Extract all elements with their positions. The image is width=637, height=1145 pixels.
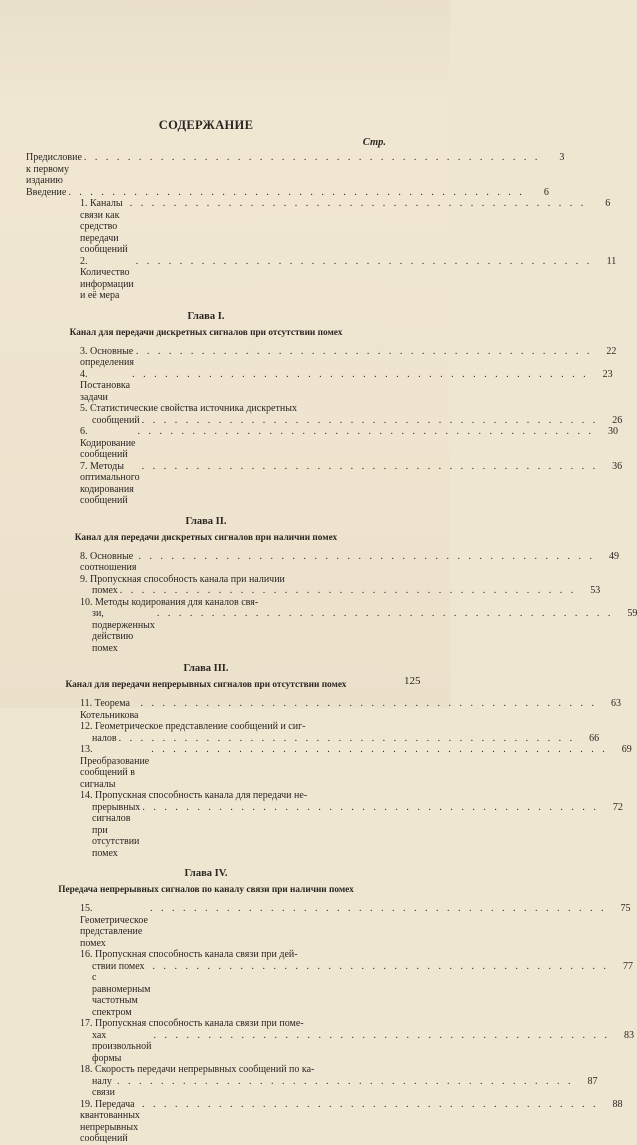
entry-page: 26 [612, 414, 623, 426]
toc-entry [26, 368, 613, 404]
toc-entry [26, 414, 623, 427]
leader-dots: . . . . . . . . . . . . . . . . . . . . . . . . . . . . . . . . . . . . . . . . . . [132, 368, 589, 380]
entry-page: 69 [621, 744, 632, 755]
toc-entry [26, 960, 633, 1019]
chapter-heading: Глава II. [185, 515, 227, 527]
toc-entry [26, 732, 600, 745]
leader-dots: . . . . . . . . . . . . . . . . . . . . . . . . . . . . . . . . . . . . . . . . . . [149, 903, 607, 914]
toc-entry [26, 198, 611, 256]
toc-entry [26, 801, 623, 860]
chapter-title: Канал для передачи непрерывных сигналов при отсутствии помех [65, 680, 347, 690]
entry-label: 4. Постановка задачи [80, 368, 131, 403]
entry-label: налов [92, 732, 117, 744]
leader-dots: . . . . . . . . . . . . . . . . . . . . . . . . . . . . . . . . . . . . . . . . . . [83, 152, 541, 163]
chapter-heading: Глава III. [183, 663, 229, 674]
toc-entry [26, 744, 632, 790]
entry-label: 19. Передача квантованных непрерывных сообщений [80, 1098, 140, 1144]
entry-line: 5. Статистические свойства источника дискретных [80, 403, 297, 414]
page-column-header: Стр. [362, 137, 386, 148]
entry-label: 2. Количество информации и её мера [80, 255, 134, 301]
toc-entry [26, 152, 565, 187]
entry-label: хах произвольной формы [92, 1029, 152, 1064]
entry-label: ствии помех с равномерным частотным спектром [92, 960, 151, 1018]
entry-page: 77 [623, 960, 633, 972]
entry-page: 6 [605, 198, 611, 209]
entry-page: 88 [612, 1098, 623, 1110]
toc-entry [26, 186, 549, 199]
entry-page: 72 [612, 801, 623, 813]
toc-entry [26, 550, 619, 574]
entry-page: 66 [589, 732, 600, 744]
entry-page: 59 [627, 608, 637, 619]
entry-page: 53 [590, 585, 601, 596]
page-number: 125 [404, 675, 421, 687]
leader-dots: . . . . . . . . . . . . . . . . . . . . . . . . . . . . . . . . . . . . . . . . . . [138, 550, 595, 562]
leader-dots: . . . . . . . . . . . . . . . . . . . . . . . . . . . . . . . . . . . . . . . . . . [140, 698, 597, 709]
entry-label: 7. Методы оптимального кодирования сообщений [80, 460, 140, 506]
chapter-heading: Глава I. [187, 310, 225, 322]
entry-line: 9. Пропускная способность канала при наличии [80, 573, 285, 585]
entry-label: сообщений [92, 414, 140, 426]
entry-page: 3 [559, 152, 565, 163]
chapter-title: Канал для передачи дискретных сигналов при отсутствии помех [69, 327, 343, 338]
leader-dots: . . . . . . . . . . . . . . . . . . . . . . . . . . . . . . . . . . . . . . . . . . [129, 198, 587, 209]
toc-entry [26, 345, 617, 369]
entry-line: 10. Методы кодирования для каналов свя- [80, 596, 259, 608]
page-shading [0, 0, 450, 110]
toc-entry [26, 608, 637, 654]
leader-dots: . . . . . . . . . . . . . . . . . . . . . . . . . . . . . . . . . . . . . . . . . . [141, 460, 599, 472]
entry-line: 14. Пропускная способность канала для передачи не- [80, 790, 308, 801]
entry-label: Введение [26, 186, 67, 198]
entry-page: 63 [610, 698, 621, 709]
entry-label: 6. Кодирование сообщений [80, 426, 136, 460]
entry-page: 75 [620, 903, 631, 914]
entry-page: 23 [602, 368, 613, 380]
entry-line: 16. Пропускная способность канала связи при дей- [80, 949, 298, 960]
entry-label: налу связи [92, 1075, 115, 1098]
leader-dots: . . . . . . . . . . . . . . . . . . . . . . . . . . . . . . . . . . . . . . . . . . [68, 186, 525, 198]
toc-entry [26, 1075, 598, 1099]
toc-entry [26, 460, 623, 507]
toc-entry [26, 585, 601, 597]
leader-dots: . . . . . . . . . . . . . . . . . . . . . . . . . . . . . . . . . . . . . . . . . . [116, 1075, 574, 1087]
intro-items [26, 198, 617, 302]
entry-page: 49 [608, 550, 619, 562]
leader-dots: . . . . . . . . . . . . . . . . . . . . . . . . . . . . . . . . . . . . . . . . . . [156, 608, 614, 619]
chapter-title: Канал для передачи дискретных сигналов при наличии помех [74, 532, 338, 543]
entry-label: прерывных сигналов при отсутствии помех [92, 801, 141, 859]
chapter-heading: Глава IV. [184, 868, 228, 879]
entry-label: зи, подверженных действию помех [92, 608, 155, 654]
entry-page: 36 [612, 460, 623, 472]
entry-label: 1. Каналы связи как средство передачи сообщений [80, 198, 128, 255]
leader-dots: . . . . . . . . . . . . . . . . . . . . . . . . . . . . . . . . . . . . . . . . . . [135, 255, 593, 267]
entry-line: 18. Скорость передачи непрерывных сообщений по ка- [80, 1064, 315, 1075]
entry-page: 83 [623, 1029, 634, 1041]
front-matter [26, 152, 565, 198]
entry-page: 87 [587, 1075, 598, 1087]
toc-entry [26, 1029, 634, 1065]
entry-page: 22 [606, 345, 617, 357]
leader-dots: . . . . . . . . . . . . . . . . . . . . . . . . . . . . . . . . . . . . . . . . . . [153, 1029, 610, 1041]
toc-entry [26, 255, 617, 302]
chapter-title: Передача непрерывных сигналов по каналу связи при наличии помех [58, 885, 354, 895]
toc-entry [26, 1098, 623, 1145]
entry-label: Предисловие к первому изданию [26, 152, 82, 186]
entry-label: помех [92, 585, 118, 596]
toc-title: СОДЕРЖАНИЕ [158, 118, 254, 132]
leader-dots: . . . . . . . . . . . . . . . . . . . . . . . . . . . . . . . . . . . . . . . . . . [135, 345, 593, 357]
leader-dots: . . . . . . . . . . . . . . . . . . . . . . . . . . . . . . . . . . . . . . . . . . [141, 414, 599, 426]
leader-dots: . . . . . . . . . . . . . . . . . . . . . . . . . . . . . . . . . . . . . . . . . . [141, 1098, 599, 1110]
entry-page: 11 [606, 255, 617, 267]
leader-dots: . . . . . . . . . . . . . . . . . . . . . . . . . . . . . . . . . . . . . . . . . . [137, 426, 594, 437]
entry-label: 8. Основные соотношения [80, 550, 137, 573]
toc-entry [26, 426, 618, 461]
entry-page: 30 [608, 426, 618, 437]
entry-label: 11. Теорема Котельникова [80, 698, 139, 721]
leader-dots: . . . . . . . . . . . . . . . . . . . . . . . . . . . . . . . . . . . . . . . . . . [119, 585, 577, 596]
toc-entry [26, 903, 631, 949]
entry-line: 12. Геометрическое представление сообщений и сиг- [80, 721, 306, 732]
leader-dots: . . . . . . . . . . . . . . . . . . . . . . . . . . . . . . . . . . . . . . . . . . [151, 744, 608, 755]
entry-line: 17. Пропускная способность канала связи при поме- [80, 1018, 304, 1029]
leader-dots: . . . . . . . . . . . . . . . . . . . . . . . . . . . . . . . . . . . . . . . . . . [142, 801, 599, 813]
leader-dots: . . . . . . . . . . . . . . . . . . . . . . . . . . . . . . . . . . . . . . . . . . [118, 732, 576, 744]
entry-label: 15. Геометрическое представление помех [80, 903, 148, 949]
toc-entry [26, 698, 621, 721]
entry-label: 13. Преобразование сообщений в сигналы [80, 744, 150, 790]
entry-label: 3. Основные определения [80, 345, 134, 368]
entry-page: 6 [543, 186, 549, 198]
leader-dots: . . . . . . . . . . . . . . . . . . . . . . . . . . . . . . . . . . . . . . . . . . [152, 960, 609, 972]
